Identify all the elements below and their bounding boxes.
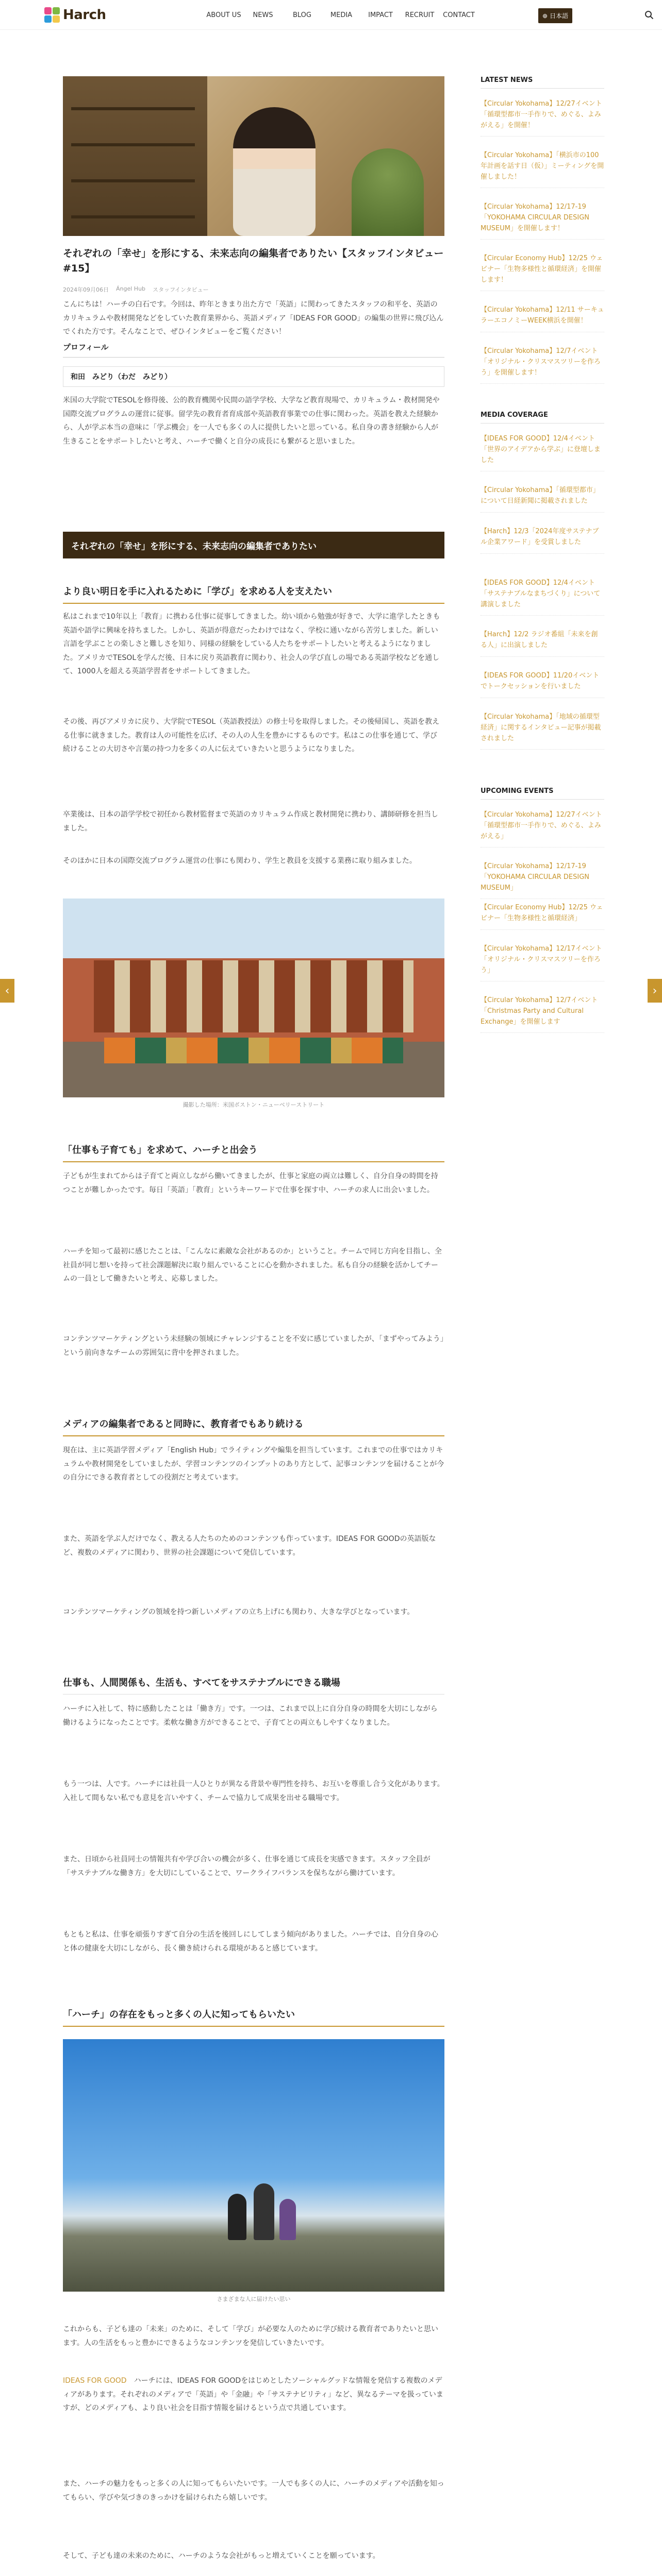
- heading-sustainable: 仕事も、人間関係も、生活も、すべてをサステナブルにできる職場: [63, 1675, 444, 1694]
- paragraph-2: その後、再びアメリカに戻り、大学院でTESOL（英語教授法）の修士号を取得しました。その後帰国し、英語を教える仕事に就きました。教育は人の可能性を広げ、その人の人生を豊かにするものです。私はこの仕事を通じて、学び続けることの大切さや言葉の持つ力を多くの人に伝えていきたいと思うようになりました。: [63, 718, 440, 754]
- nav-blog[interactable]: BLOG: [292, 11, 311, 19]
- paragraph-17: また、ハーチの魅力をもっと多くの人に知ってもらいたいです。一人でも多くの人に、ハーチのメディアや活動を知ってもらい、学びや気づきのきっかけを届けられたら嬉しいです。: [63, 2480, 444, 2502]
- upcoming-event-item[interactable]: 【Circular Economy Hub】12/25 ウェビナー「生物多様性と循環経済」: [481, 903, 604, 930]
- photo-caption-2: さまざまな人に届けたい思い: [217, 2296, 291, 2302]
- post-tags[interactable]: スタッフインタビュー: [153, 286, 209, 293]
- latest-news-heading: LATEST NEWS: [481, 76, 604, 89]
- paragraph-11: ハーチに入社して、特に感動したことは「働き方」です。一つは、これまで以上に自分自身の時間を大切にしながら働けるようになったことです。柔軟な働き方ができることで、子育てとの両立もしやすくなりました。: [63, 1705, 438, 1727]
- paragraph-15: これからも、子ども達の「未来」のために、そして「学び」が必要な人のために学び続ける教育者でありたいと思います。人の生活をもっと豊かにできるようなコンテンツを発信していきたいです。: [63, 2325, 438, 2347]
- latest-news-item[interactable]: 【Circular Yokohama】12/17-19「YOKOHAMA CIRCULAR DESIGN MUSEUM」を開催します！: [481, 202, 604, 240]
- paragraph-18: そして、子ども達の未来のために、ハーチのような会社がもっと増えていくことを願っています。: [63, 2552, 380, 2560]
- nav-contact[interactable]: CONTACT: [443, 11, 475, 19]
- post-meta: [63, 285, 209, 294]
- upcoming-event-item[interactable]: 【Circular Yokohama】12/17-19「YOKOHAMA CIRCULAR DESIGN MUSEUM」: [481, 861, 604, 899]
- latest-news-item[interactable]: 【Circular Yokohama】12/27イベント「循環型都市一手作りで、めぐる、よみがえる」を開催！: [481, 99, 604, 137]
- profile-body: 米国の大学院でTESOLを修得後、公的教育機関や民間の語学学校、大学など教育現場で、カリキュラム・教材開発や国際交流プログラムの運営に従事。留学先の教育者育成部や英語教育事業での仕事に関わった。英語を教えた経験から、人が学ぶ本当の意味に「学ぶ機会」を一人でも多くの人に提供したいと思っている。私自身の書き経験から人が生きることをサポートしたいと考え、ハーチで働くと自分の成長にも繋がると思いました。: [63, 396, 440, 446]
- profile-heading: プロフィール: [63, 343, 109, 352]
- paragraph-16: IDEAS FOR GOOD ハーチには、IDEAS FOR GOODをはじめとしたソーシャルグッドな情報を発信する複数のメディアがあります。それぞれのメディアで「英語」や「金融」や「サステナビリティ」など、異なるテーマを扱っていますが、どのメディアも、より良い社会を目指す情報を届けるという点で共通しています。: [63, 2377, 443, 2413]
- upcoming-event-item[interactable]: 【Circular Yokohama】12/27イベント「循環型都市一手作りで、めぐる、よみがえる」: [481, 810, 604, 848]
- nav-impact[interactable]: IMPACT: [368, 11, 393, 19]
- latest-news-item[interactable]: 【Circular Yokohama】12/7イベント「オリジナル・クリスマスツリーを作ろう」を開催します！: [481, 346, 604, 384]
- media-coverage-item[interactable]: 【Circular Yokohama】「循環型都市」について日経新聞に掲載されました: [481, 485, 604, 513]
- divider: [63, 357, 444, 358]
- paragraph-8: 現在は、主に英語学習メディア「English Hub」でライティングや編集を担当しています。これまでの仕事ではカリキュラムや教材開発をしていましたが、学習コンテンツのインプットのあり方として、記事コンテンツを届けることが今の自分にできる教育者としての役割だと考えています。: [63, 1446, 444, 1482]
- logo[interactable]: [44, 7, 106, 23]
- ideas-for-good-link[interactable]: IDEAS FOR GOOD: [63, 2377, 127, 2385]
- prev-arrow-icon[interactable]: ‹: [0, 979, 14, 1003]
- latest-news-item[interactable]: 【Circular Yokohama】12/11 サーキュラーエコノミーWEEK横浜を開催！: [481, 305, 604, 332]
- heading-child: 「仕事も子育ても」を求めて、ハーチと出会う: [63, 1143, 444, 1162]
- paragraph-9: また、英語を学ぶ人だけでなく、教える人たちのためのコンテンツも作っています。IDEAS FOR GOODの英語版など、複数のメディアに関わり、世界の社会課題について発信しています。: [63, 1535, 436, 1557]
- media-coverage-item[interactable]: 【Harch】12/3「2024年度サステナブル企業アワード」を受賞しました: [481, 527, 604, 554]
- media-coverage-item[interactable]: 【IDEAS FOR GOOD】12/4イベント「世界のアイデアから学ぶ」に登壇しました: [481, 434, 604, 471]
- profile-name-box: [63, 366, 444, 387]
- media-coverage-item[interactable]: 【Harch】12/2 ラジオ番組「未来を創る人」に出演しました: [481, 630, 604, 657]
- paragraph-5: 子どもが生まれてからは子育てと両立しながら働いてきましたが、仕事と家庭の両立は難しく、自分自身の時間を持つことが難しかったです。毎日「英語」「教育」というキーワードで仕事を探す中、ハーチの求人に出会いました。: [63, 1172, 438, 1194]
- site-header: [0, 0, 662, 30]
- heading-media: メディアの編集者であると同時に、教育者でもあり続ける: [63, 1417, 444, 1436]
- intro-text: こんにちは！ハーチの白石です。今回は、昨年ときまり出た方で「英語」に関わってきたスタッフの和平を、英語のカリキュラムや教材開発などをしていた教育業界から、英語メディア「IDEAS FOR GOOD」の編集の世界に飛び込んでくれた方です。そんなことで、ぜひインタビューをご覧ください！: [63, 300, 444, 336]
- heading-learning: より良い明日を手に入れるために「学び」を求める人を支えたい: [63, 584, 444, 604]
- paragraph-14: もともと私は、仕事を頑張りすぎて自分の生活を後回しにしてしまう傾向がありました。ハーチでは、自分自身の心と体の健康を大切にしながら、長く働き続けられる環境があると感じています。: [63, 1930, 438, 1953]
- main-nav: [204, 11, 478, 19]
- hero-image: [63, 76, 444, 236]
- profile-name: 和田 みどり（わだ みどり）: [71, 373, 172, 381]
- media-coverage-heading: MEDIA COVERAGE: [481, 411, 604, 423]
- paragraph-6: ハーチを知って最初に感じたことは、「こんなに素敵な会社があるのか」ということ。チームで同じ方向を目指し、全社員が同じ想いを持って社会課題解決に取り組んでいることに心を動かされました。私も自分の経験を活かしてチームの一員として働きたいと考え、応募しました。: [63, 1247, 442, 1283]
- latest-news-item[interactable]: 【Circular Economy Hub】12/25 ウェビナー「生物多様性と循環経済」を開催します！: [481, 253, 604, 291]
- heading-presence: 「ハーチ」の存在をもっと多くの人に知ってもらいたい: [63, 2007, 444, 2027]
- post-date: 2024年09月06日: [63, 286, 109, 293]
- upcoming-event-item[interactable]: 【Circular Yokohama】12/17イベント「オリジナル・クリスマスツリーを作ろう」: [481, 944, 604, 981]
- latest-news-item[interactable]: 【Circular Yokohama】「横浜市の100年計画を話す日（仮）」ミーティングを開催しました！: [481, 150, 604, 188]
- media-coverage-item[interactable]: 【IDEAS FOR GOOD】12/4イベント「サステナブルなまちづくり」について講演しました: [481, 578, 604, 616]
- post-title: それぞれの「幸せ」を形にする、未来志向の編集者でありたい【スタッフインタビュー#15】: [63, 248, 444, 274]
- nav-media[interactable]: MEDIA: [330, 11, 353, 19]
- media-coverage-item[interactable]: 【IDEAS FOR GOOD】11/20イベントでトークセッションを行いました: [481, 671, 604, 698]
- search-icon[interactable]: [644, 10, 654, 20]
- upcoming-event-item[interactable]: 【Circular Yokohama】12/7イベント「Christmas Party and Cultural Exchange」を開催します: [481, 995, 604, 1033]
- post-category[interactable]: Ángel Hub: [116, 285, 146, 292]
- paragraph-10: コンテンツマーケティングの領域を持つ新しいメディアの立ち上げにも関わり、大きな学びとなっています。: [63, 1608, 415, 1616]
- paragraph-4: そのほかに日本の国際交流プログラム運営の仕事にも関わり、学生と教員を支援する業務に取り組みました。: [63, 857, 417, 865]
- paragraph-1: 私はこれまで10年以上「教育」に携わる仕事に従事してきました。幼い頃から勉強が好きで、大学に進学したときも英語や語学に興味を持ちました。しかし、英語が得意だったわけではなく、学校に通いながら苦労しました。新しい言語を学ぶことの楽しさと難しさを知り、同様の経験をしている人たちをサポートしたいと考えるようになりました。アメリカでTESOLを学んだ後、日本に戻り英語教育に関わり、社会人の学び直しの場である英語学校などを通して、1000人を超える英語学習者をサポートしてきました。: [63, 613, 440, 676]
- language-switcher[interactable]: [538, 8, 572, 23]
- paragraph-3: 卒業後は、日本の語学学校で初任から教材監督まで英語のカリキュラム作成と教材開発に携わり、講師研修を担当しました。: [63, 810, 438, 833]
- upcoming-events-heading: UPCOMING EVENTS: [481, 787, 604, 800]
- paragraph-12: もう一つは、人です。ハーチには社員一人ひとりが異なる背景や専門性を持ち、お互いを尊重し合う文化があります。入社して間もない私でも意見を言いやすく、チームで協力して成果を出せる職場です。: [63, 1780, 444, 1802]
- next-arrow-icon[interactable]: ›: [648, 979, 662, 1003]
- section-band-1: それぞれの「幸せ」を形にする、未来志向の編集者でありたい: [63, 532, 444, 558]
- language-label: 日本語: [550, 12, 569, 20]
- logo-text: Harch: [63, 7, 106, 23]
- globe-icon: ⊕: [542, 12, 548, 20]
- family-photo: [63, 2039, 444, 2292]
- media-coverage-item[interactable]: 【Circular Yokohama】「地域の循環型経済」に関するインタビュー記事が掲載されました: [481, 712, 604, 750]
- nav-about[interactable]: ABOUT US: [206, 11, 241, 19]
- nav-recruit[interactable]: RECRUIT: [405, 11, 435, 19]
- paragraph-7: コンテンツマーケティングという未経験の領域にチャレンジすることを不安に感じていましたが、「まずやってみよう」という前向きなチームの雰囲気に背中を押されました。: [63, 1335, 444, 1357]
- photo-caption-1: 撮影した場所：米国ボストン・ニューベリーストリート: [183, 1101, 325, 1108]
- paragraph-13: また、日頃から社員同士の情報共有や学び合いの機会が多く、仕事を通じて成長を実感できます。スタッフ全員が「サステナブルな働き方」を大切にしていることで、ワークライフバランスを保ちながら働けています。: [63, 1855, 431, 1877]
- street-photo: [63, 899, 444, 1097]
- nav-news[interactable]: NEWS: [253, 11, 273, 19]
- logo-mark-icon: [44, 7, 60, 23]
